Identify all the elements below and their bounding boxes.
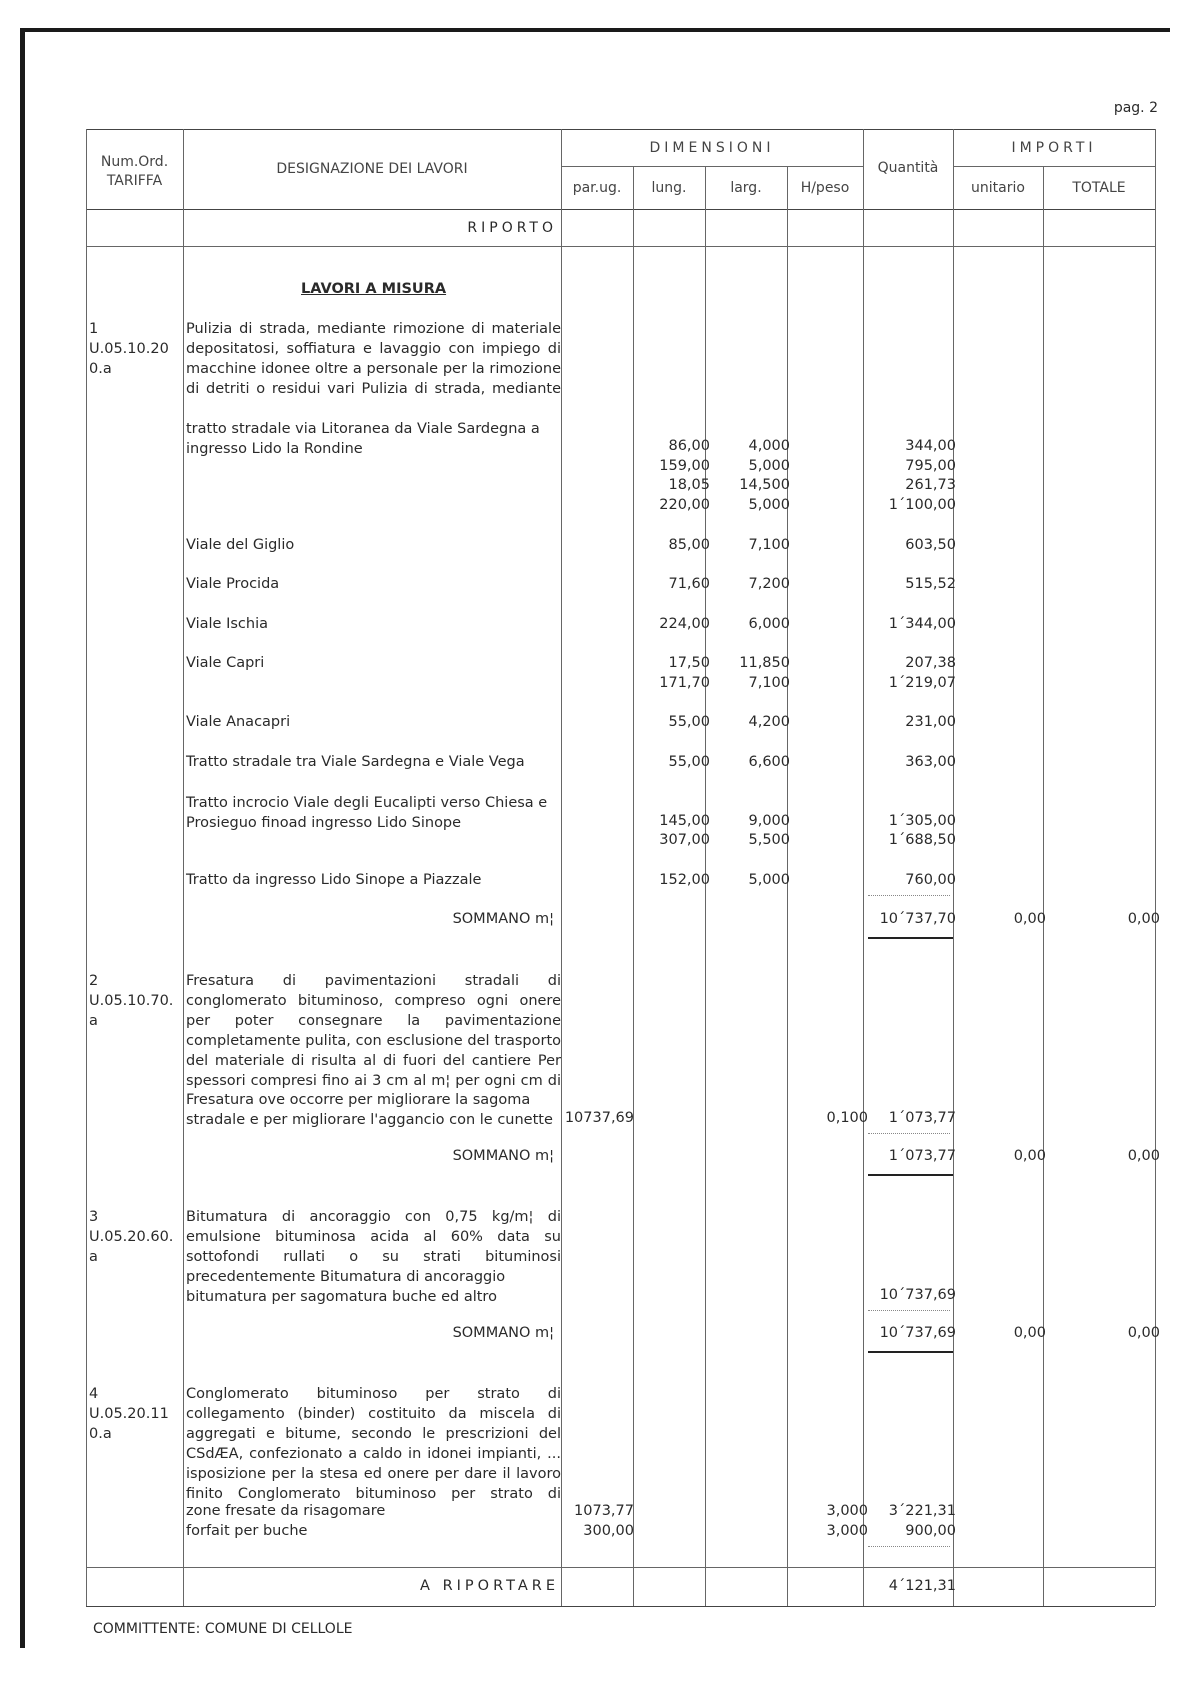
header-quantita: Quantità — [877, 160, 939, 176]
lung-value: 86,00 — [668, 438, 710, 454]
row-label: Tratto stradale tra Viale Sardegna e Viale Vega — [186, 754, 525, 770]
quantita-value: 3´221,31 — [888, 1503, 956, 1519]
quantita-value: 1´344,00 — [888, 616, 956, 632]
header-importi: IMPORTI — [1011, 140, 1097, 156]
quantita-value: 1´219,07 — [888, 675, 956, 691]
a-riportare-label: A RIPORTARE — [420, 1578, 559, 1594]
par-ug-value: 1073,77 — [574, 1503, 634, 1519]
larg-value: 7,200 — [748, 576, 790, 592]
sommano-unitario: 0,00 — [1013, 911, 1046, 927]
row-label: Viale Capri — [186, 655, 265, 671]
header-dimensioni: DIMENSIONI — [649, 140, 775, 156]
lung-value: 307,00 — [659, 832, 710, 848]
a-riportare-quantita: 4´121,31 — [888, 1578, 956, 1594]
larg-value: 5,000 — [748, 458, 790, 474]
header-totale: TOTALE — [1072, 180, 1126, 196]
lung-value: 18,05 — [668, 477, 710, 493]
scan-border-left — [20, 28, 25, 1648]
sommano-unitario: 0,00 — [1013, 1325, 1046, 1341]
sommano-totale: 0,00 — [1127, 1325, 1160, 1341]
quantita-value: 344,00 — [905, 438, 956, 454]
row-label: Viale Procida — [186, 576, 280, 592]
larg-value: 4,000 — [748, 438, 790, 454]
row-label: bitumatura per sagomatura buche ed altro — [186, 1289, 497, 1305]
item-code: 4 U.05.20.110.a — [89, 1386, 169, 1442]
row-label: Viale Ischia — [186, 616, 268, 632]
quantita-value: 231,00 — [905, 714, 956, 730]
lung-value: 71,60 — [668, 576, 710, 592]
header-lung: lung. — [651, 180, 687, 196]
item-description: Pulizia di strada, mediante rimozione di materiale depositatosi, soffiatura e lavaggio con impiego di macchine idonee oltre a personale per la rimozione di detriti o residui vari Pulizia di strada, mediante — [186, 321, 561, 397]
row-label: zone fresate da risagomare — [186, 1503, 386, 1519]
par-ug-value: 10737,69 — [564, 1110, 634, 1126]
riporto-label: RIPORTO — [467, 220, 557, 236]
larg-value: 4,200 — [748, 714, 790, 730]
sommano-unitario: 0,00 — [1013, 1148, 1046, 1164]
sommano-label: SOMMANO m¦ — [452, 1148, 554, 1164]
header-par-ug: par.ug. — [572, 180, 622, 196]
quantita-value: 1´073,77 — [888, 1110, 956, 1126]
header-unitario: unitario — [971, 180, 1025, 196]
section-title: LAVORI A MISURA — [301, 281, 447, 297]
sommano-quantita: 1´073,77 — [888, 1148, 956, 1164]
larg-value: 7,100 — [748, 537, 790, 553]
header-num-ord: Num.Ord. TARIFFA — [100, 154, 169, 189]
lung-value: 220,00 — [659, 497, 710, 513]
lung-value: 224,00 — [659, 616, 710, 632]
row-label: Viale Anacapri — [186, 714, 291, 730]
quantita-value: 207,38 — [905, 655, 956, 671]
header-designazione: DESIGNAZIONE DEI LAVORI — [276, 161, 468, 177]
committente: COMMITTENTE: COMUNE DI CELLOLE — [93, 1621, 353, 1637]
sommano-totale: 0,00 — [1127, 911, 1160, 927]
row-label: Fresatura ove occorre per migliorare la sagoma stradale e per migliorare l'aggancio con le cunette — [186, 1092, 553, 1128]
quantita-value: 261,73 — [905, 477, 956, 493]
sommano-quantita: 10´737,69 — [879, 1325, 956, 1341]
sommano-label: SOMMANO m¦ — [452, 911, 554, 927]
lung-value: 55,00 — [668, 714, 710, 730]
quantita-value: 1´100,00 — [888, 497, 956, 513]
lung-value: 145,00 — [659, 813, 710, 829]
quantita-value: 795,00 — [905, 458, 956, 474]
quantita-value: 1´688,50 — [888, 832, 956, 848]
larg-value: 7,100 — [748, 675, 790, 691]
larg-value: 6,600 — [748, 754, 790, 770]
larg-value: 5,000 — [748, 497, 790, 513]
row-label: forfait per buche — [186, 1523, 308, 1539]
sommano-quantita: 10´737,70 — [879, 911, 956, 927]
lung-value: 17,50 — [668, 655, 710, 671]
lung-value: 152,00 — [659, 872, 710, 888]
row-label: Viale del Giglio — [186, 537, 295, 553]
lung-value: 55,00 — [668, 754, 710, 770]
par-ug-value: 300,00 — [583, 1523, 634, 1539]
h-peso-value: 3,000 — [826, 1523, 868, 1539]
larg-value: 6,000 — [748, 616, 790, 632]
item-description: Fresatura di pavimentazioni stradali di conglomerato bituminoso, compreso ogni onere per poter consegnare la pavimentazione completamente pulita, con esclusione del trasporto del materiale di risulta al di fuori del cantiere Per spessori compresi fino ai 3 cm al m¦ per ogni cm di — [186, 973, 561, 1089]
h-peso-value: 0,100 — [826, 1110, 868, 1126]
quantita-value: 760,00 — [905, 872, 956, 888]
item-description: Bitumatura di ancoraggio con 0,75 kg/m¦ di emulsione bituminosa acida al 60% data su sottofondi rullati o su strati bituminosi precedentemente Bitumatura di ancoraggio — [186, 1209, 561, 1285]
lung-value: 159,00 — [659, 458, 710, 474]
quantita-value: 363,00 — [905, 754, 956, 770]
h-peso-value: 3,000 — [826, 1503, 868, 1519]
quantita-value: 515,52 — [905, 576, 956, 592]
scan-border-top — [20, 28, 1170, 32]
item-description: Conglomerato bituminoso per strato di collegamento (binder) costituito da miscela di aggregati e bitume, secondo le prescrizioni del CSdÆA, confezionato a caldo in idonei impianti, ... isposizione per la stesa ed onere per dare il lavoro finito Conglomerato bituminoso per strato di — [186, 1386, 561, 1502]
quantita-value: 603,50 — [905, 537, 956, 553]
larg-value: 5,500 — [748, 832, 790, 848]
larg-value: 14,500 — [739, 477, 790, 493]
quantita-value: 900,00 — [905, 1523, 956, 1539]
item-code: 2 U.05.10.70.a — [89, 973, 174, 1029]
item-code: 3 U.05.20.60.a — [89, 1209, 174, 1265]
header-larg: larg. — [730, 180, 762, 196]
larg-value: 11,850 — [739, 655, 790, 671]
item-code: 1 U.05.10.200.a — [89, 321, 169, 377]
larg-value: 5,000 — [748, 872, 790, 888]
row-label: tratto stradale via Litoranea da Viale Sardegna a ingresso Lido la Rondine — [186, 421, 540, 457]
row-label: Tratto incrocio Viale degli Eucalipti verso Chiesa e Prosieguo finoad ingresso Lido Sinope — [186, 795, 548, 831]
sommano-label: SOMMANO m¦ — [452, 1325, 554, 1341]
larg-value: 9,000 — [748, 813, 790, 829]
lung-value: 85,00 — [668, 537, 710, 553]
quantita-value: 10´737,69 — [879, 1287, 956, 1303]
row-label: Tratto da ingresso Lido Sinope a Piazzale — [186, 872, 482, 888]
header-h-peso: H/peso — [800, 180, 850, 196]
lung-value: 171,70 — [659, 675, 710, 691]
quantita-value: 1´305,00 — [888, 813, 956, 829]
sommano-totale: 0,00 — [1127, 1148, 1160, 1164]
page-number: pag. 2 — [1113, 100, 1158, 116]
